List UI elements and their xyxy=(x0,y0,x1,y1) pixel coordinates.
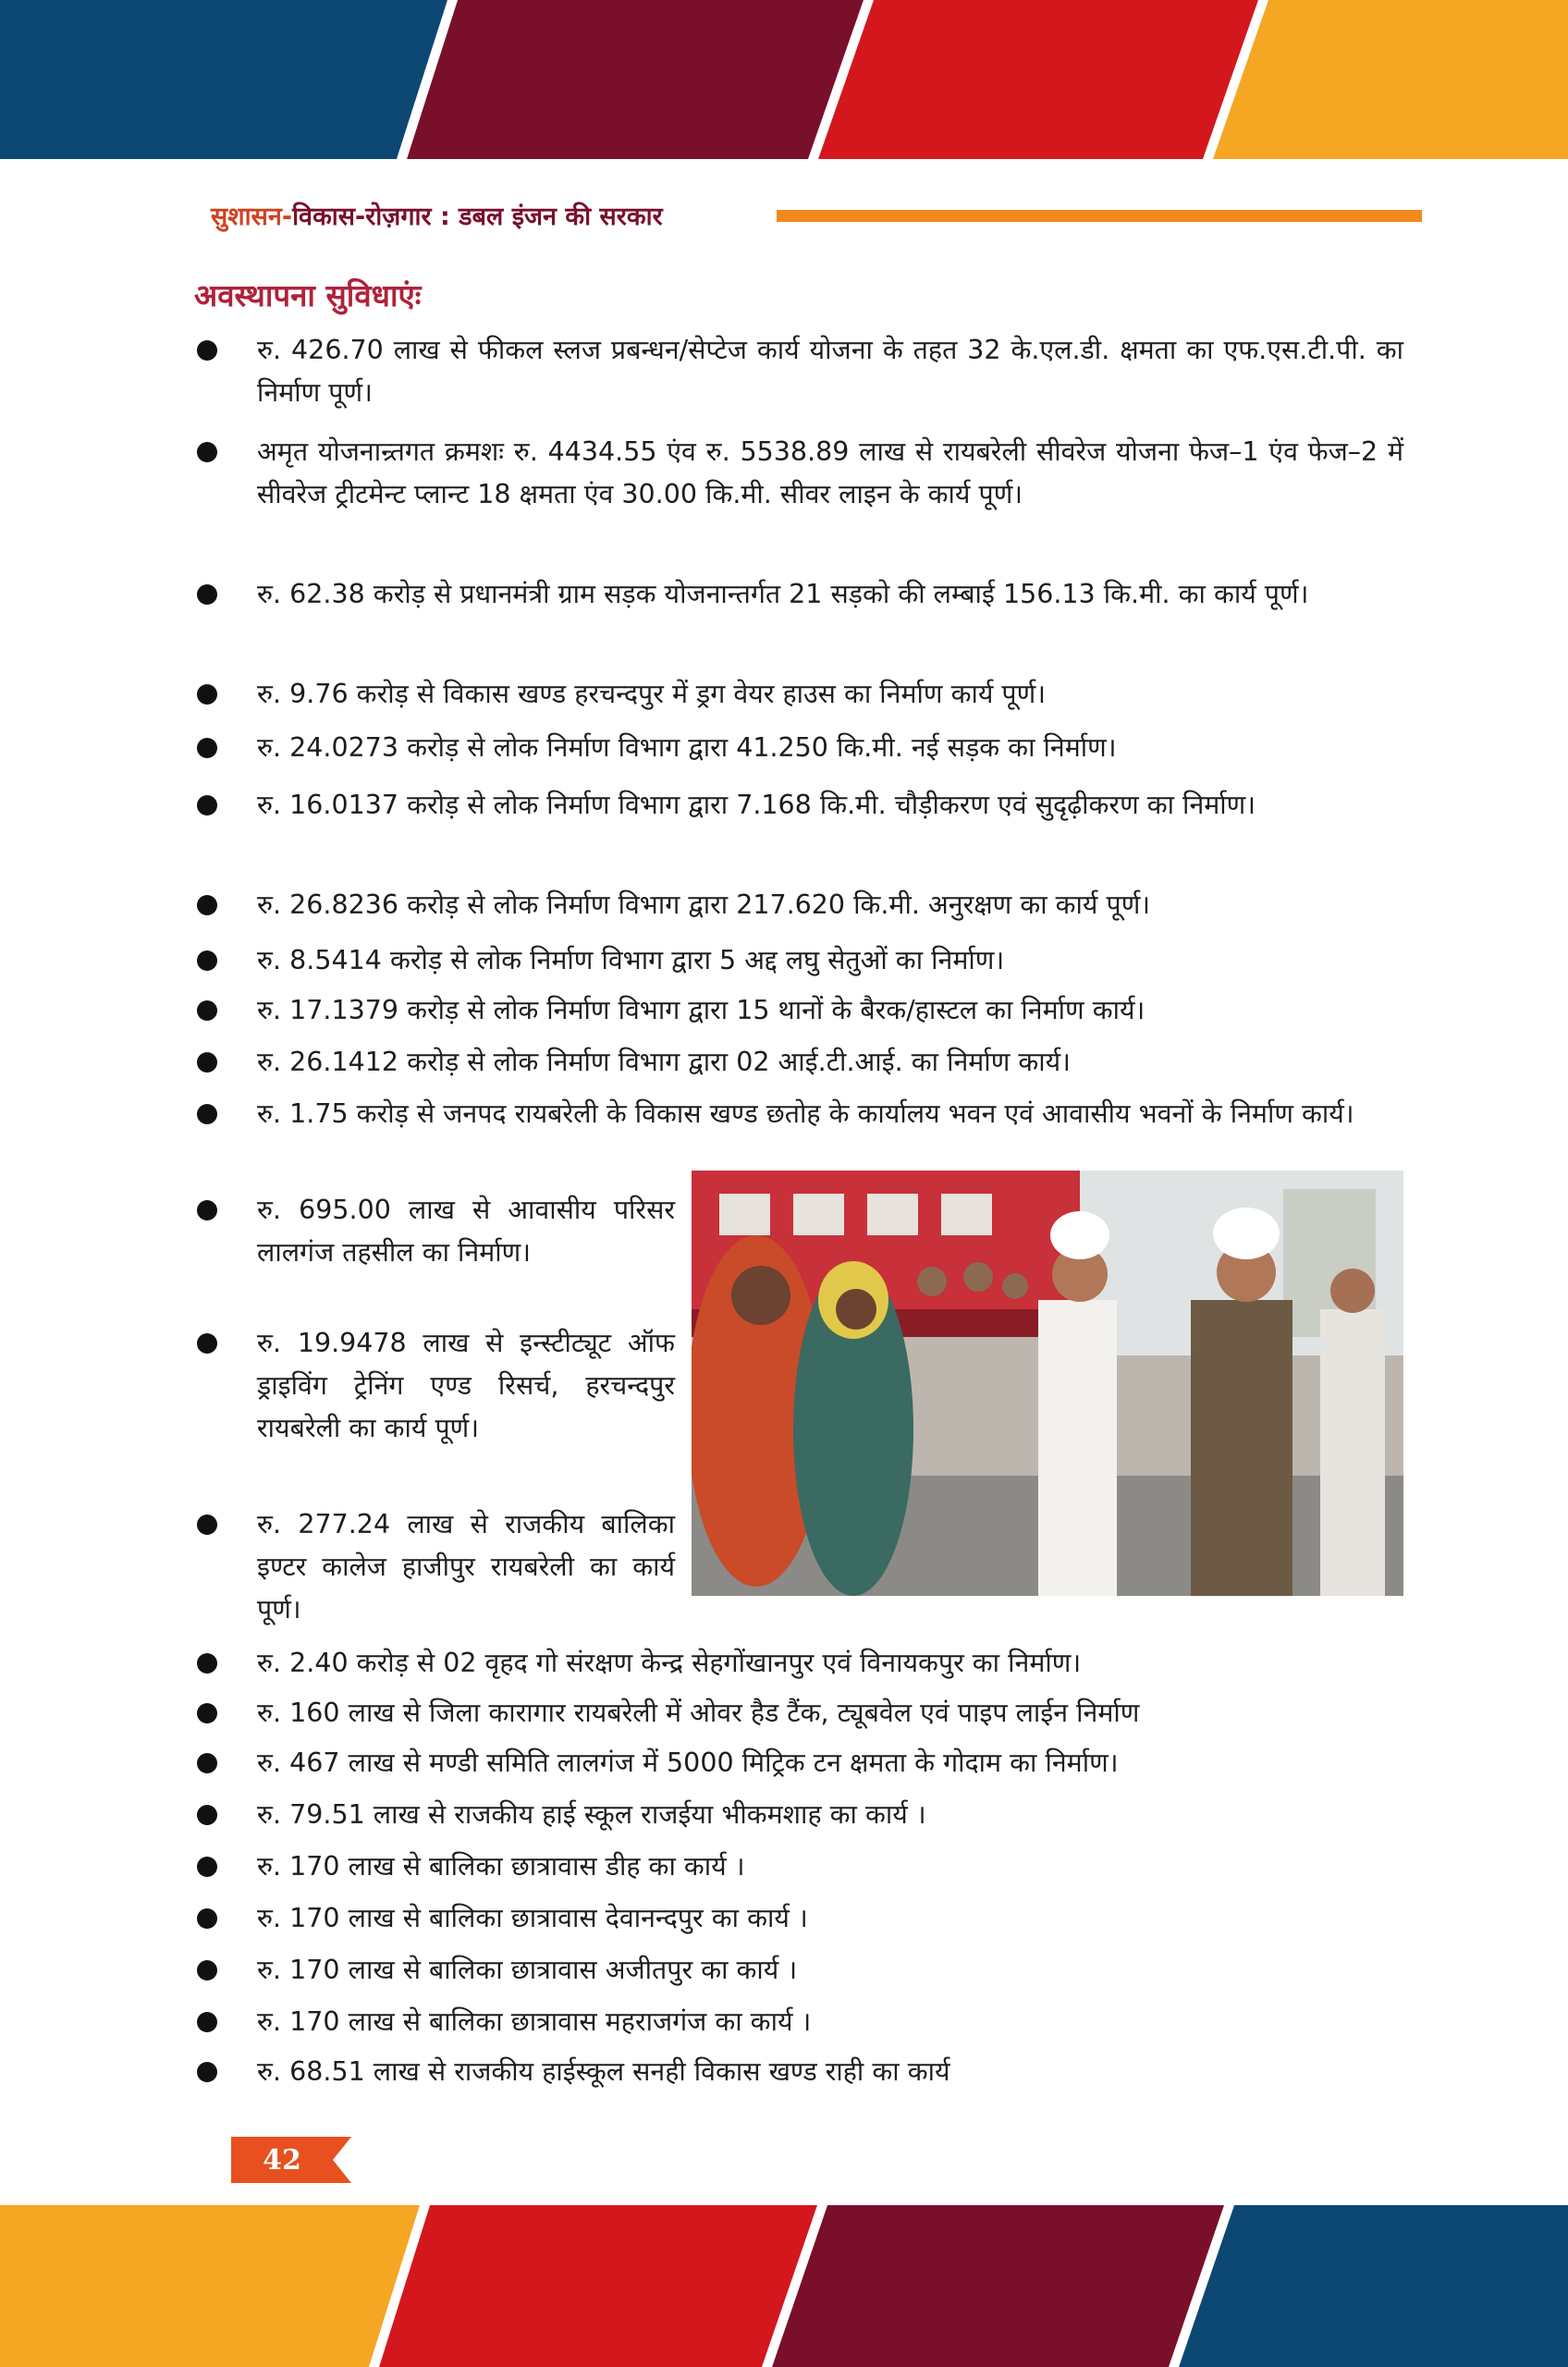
page-number: 42 xyxy=(263,2144,301,2177)
list-item xyxy=(257,673,1403,716)
list-item-text: रु. 277.24 लाख से राजकीय बालिका इण्टर कालेज हाजीपुर रायबरेली का कार्य पूर्ण। xyxy=(257,1509,675,1625)
list-item-text: रु. 16.0137 करोड़ से लोक निर्माण विभाग द्वारा 7.168 कि.मी. चौड़ीकरण एवं सुदृढ़ीकरण का निर्माण। xyxy=(257,790,1256,820)
list-item-text: रु. 9.76 करोड़ से विकास खण्ड हरचन्दपुर में ड्रग वेयर हाउस का निर्माण कार्य पूर्ण। xyxy=(257,679,1047,709)
running-header xyxy=(211,194,1422,231)
list-item xyxy=(257,1093,1403,1135)
list-item xyxy=(257,573,1403,616)
bullet-icon xyxy=(197,795,217,816)
bullet-icon xyxy=(197,1703,217,1723)
list-item xyxy=(257,431,1403,516)
list-item-text: रु. 170 लाख से बालिका छात्रावास देवानन्दपुर का कार्य । xyxy=(257,1903,808,1933)
bullet-icon xyxy=(197,1857,217,1877)
list-item-text: रु. 2.40 करोड़ से 02 वृहद गो संरक्षण केन्द्र सेहगोंखानपुर एवं विनायकपुर का निर्माण। xyxy=(257,1648,1082,1678)
list-item-text: रु. 170 लाख से बालिका छात्रावास महराजगंज का कार्य । xyxy=(257,2006,812,2037)
bullet-icon xyxy=(197,1200,217,1220)
section-title: अवस्थापना सुविधाएंः xyxy=(194,277,422,313)
list-item-text: रु. 24.0273 करोड़ से लोक निर्माण विभाग द्वारा 41.250 कि.मी. नई सड़क का निर्माण। xyxy=(257,732,1117,763)
list-item-text: रु. 26.1412 करोड़ से लोक निर्माण विभाग द्वारा 02 आई.टी.आई. का निर्माण कार्य। xyxy=(257,1047,1071,1077)
list-item-text: रु. 19.9478 लाख से इन्स्टीट्यूट ऑफ ड्राइविंग ट्रेनिंग एण्ड रिसर्च, हरचन्दपुर रायबरेली का कार्य पूर्ण। xyxy=(257,1328,675,1443)
list-item xyxy=(257,1692,1403,1735)
event-photo xyxy=(692,1171,1403,1596)
list-item-text: रु. 68.51 लाख से राजकीय हाईस्कूल सनही विकास खण्ड राही का कार्य xyxy=(257,2056,950,2087)
list-item xyxy=(257,1642,1403,1685)
header-title xyxy=(211,198,663,232)
bottom-color-band xyxy=(0,2205,1568,2367)
list-item xyxy=(257,1041,1403,1084)
list-item xyxy=(257,2051,1403,2093)
bullet-icon xyxy=(197,1753,217,1773)
list-item-text: रु. 695.00 लाख से आवासीय परिसर लालगंज तहसील का निर्माण। xyxy=(257,1195,675,1268)
bullet-icon xyxy=(197,1104,217,1124)
bullet-icon xyxy=(197,442,217,462)
bullet-icon xyxy=(197,1908,217,1929)
list-item xyxy=(257,884,1403,926)
list-item xyxy=(257,727,1403,769)
bullet-icon xyxy=(197,2062,217,2082)
list-item-text: अमृत योजनान्र्तगत क्रमशः रु. 4434.55 एंव रु. 5538.89 लाख से रायबरेली सीवरेज योजना फेज–1 एंव फेज–2 में सीवरेज ट्रीटमेन्ट प्लान्ट 18 क्षमता एंव 30.00 कि.मी. सीवर लाइन के कार्य पूर्ण। xyxy=(257,436,1403,509)
list-item xyxy=(257,1897,1403,1940)
list-item xyxy=(257,329,1403,414)
list-item xyxy=(257,1189,675,1274)
list-item-text: रु. 8.5414 करोड़ से लोक निर्माण विभाग द्वारा 5 अद्द लघु सेतुओं का निर्माण। xyxy=(257,945,1005,975)
list-item xyxy=(257,1322,675,1450)
list-item xyxy=(257,989,1403,1032)
bullet-icon xyxy=(197,1000,217,1021)
bullet-icon xyxy=(197,895,217,915)
header-title-part-3: रोज़गार : डबल इंजन की सरकार xyxy=(365,202,663,231)
list-item xyxy=(257,1503,675,1631)
list-item xyxy=(257,1742,1403,1784)
list-item xyxy=(257,2001,1403,2043)
list-item xyxy=(257,784,1403,827)
header-title-part-1: सुशासन- xyxy=(211,202,293,231)
list-item xyxy=(257,1846,1403,1888)
header-rule xyxy=(777,210,1422,222)
bullet-icon xyxy=(197,738,217,758)
list-item xyxy=(257,1794,1403,1836)
bullet-icon xyxy=(197,1805,217,1825)
list-item-text: रु. 79.51 लाख से राजकीय हाई स्कूल राजईया भीकमशाह का कार्य । xyxy=(257,1799,926,1830)
top-color-band xyxy=(0,0,1568,159)
page-number-tab xyxy=(231,2137,351,2183)
bullet-icon xyxy=(197,950,217,971)
bullet-icon xyxy=(197,1333,217,1354)
list-item-text: रु. 467 लाख से मण्डी समिति लालगंज में 5000 मिट्रिक टन क्षमता के गोदाम का निर्माण। xyxy=(257,1748,1119,1778)
bullet-icon xyxy=(197,584,217,605)
bullet-icon xyxy=(197,2012,217,2032)
list-item-text: रु. 62.38 करोड़ से प्रधानमंत्री ग्राम सड़क योजनान्तर्गत 21 सड़को की लम्बाई 156.13 कि.मी. का कार्य पूर्ण। xyxy=(257,579,1309,609)
bullet-icon xyxy=(197,1653,217,1674)
list-item-text: रु. 170 लाख से बालिका छात्रावास डीह का कार्य । xyxy=(257,1851,745,1882)
bullet-icon xyxy=(197,684,217,705)
list-item-text: रु. 17.1379 करोड़ से लोक निर्माण विभाग द्वारा 15 थानों के बैरक/हास्टल का निर्माण कार्य। xyxy=(257,995,1145,1025)
bullet-icon xyxy=(197,1052,217,1073)
list-item-text: रु. 160 लाख से जिला कारागार रायबरेली में ओवर हैड टैंक, ट्यूबवेल एवं पाइप लाईन निर्माण xyxy=(257,1698,1140,1728)
bullet-icon xyxy=(197,340,217,361)
list-item-text: रु. 26.8236 करोड़ से लोक निर्माण विभाग द्वारा 217.620 कि.मी. अनुरक्षण का कार्य पूर्ण। xyxy=(257,889,1151,920)
list-item xyxy=(257,1949,1403,1992)
list-item xyxy=(257,939,1403,982)
bullet-icon xyxy=(197,1515,217,1535)
list-item-text: रु. 170 लाख से बालिका छात्रावास अजीतपुर का कार्य । xyxy=(257,1955,798,1985)
header-title-part-2: विकास- xyxy=(292,202,366,231)
list-item-text: रु. 426.70 लाख से फीकल स्लज प्रबन्धन/सेप्टेज कार्य योजना के तहत 32 के.एल.डी. क्षमता का एफ.एस.टी.पी. का निर्माण पूर्ण। xyxy=(257,335,1403,408)
list-item-text: रु. 1.75 करोड़ से जनपद रायबरेली के विकास खण्ड छतोह के कार्यालय भवन एवं आवासीय भवनों के निर्माण कार्य। xyxy=(257,1098,1354,1129)
bullet-icon xyxy=(197,1960,217,1981)
